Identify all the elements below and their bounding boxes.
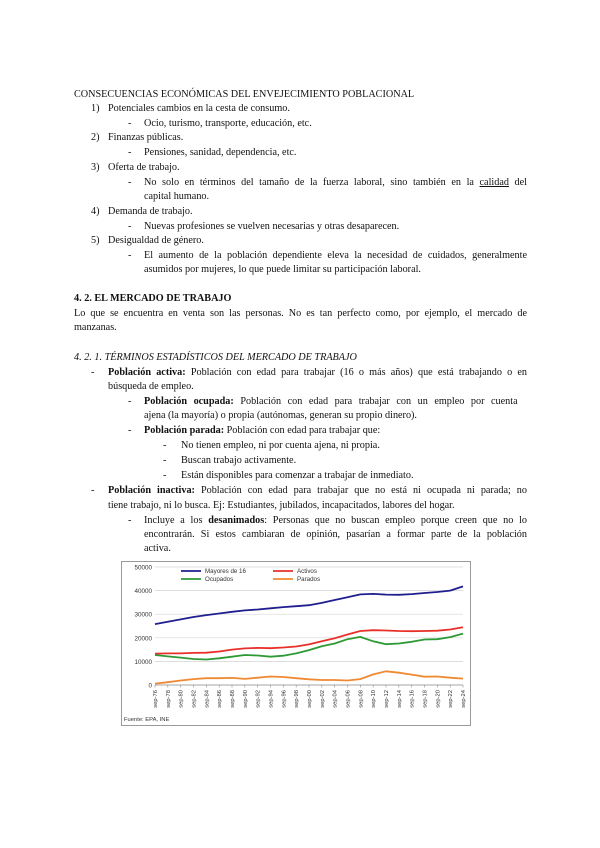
list-title-1: Potenciales cambios en la cesta de consumo.	[108, 103, 290, 114]
x-tick-label: sep-94	[268, 690, 275, 708]
list-dash: -	[128, 118, 132, 129]
activa-line	[108, 366, 527, 379]
ocupada-def-cont: ajena (la mayoría) o propia (autónomas, generan su propio dinero).	[144, 410, 417, 421]
desanim-pre: Incluye a los	[144, 515, 209, 526]
x-tick-label: sep-78	[165, 690, 172, 708]
y-tick-label: 10000	[134, 658, 152, 666]
activa-term: Población activa:	[108, 367, 186, 378]
legend-label: Ocupados	[205, 576, 234, 583]
x-tick-label: sep-24	[461, 690, 467, 708]
parada-item-1: No tienen empleo, ni por cuenta ajena, ni propia.	[181, 440, 380, 451]
desanimados-term: desanimados	[208, 515, 265, 526]
list-sub-1: Ocio, turismo, transporte, educación, etc.	[144, 118, 312, 129]
x-tick-label: sep-20	[435, 690, 442, 708]
section-paragraph-cont: manzanas.	[74, 322, 117, 333]
ocupada-def: Población con edad para trabajar con un empleo por cuenta	[233, 396, 518, 407]
section-paragraph: Lo que se encuentra en venta son las personas. No es tan perfecto como, por ejemplo, el mercado de	[74, 308, 527, 319]
x-tick-label: sep-98	[294, 690, 301, 708]
y-tick-label: 20000	[134, 635, 152, 643]
list-title-3: Oferta de trabajo.	[108, 162, 180, 173]
section-title: 4. 2. EL MERCADO DE TRABAJO	[74, 293, 232, 304]
list-sub-3-cont: capital humano.	[144, 191, 210, 202]
y-tick-label: 40000	[134, 588, 152, 596]
x-tick-label: sep-22	[448, 690, 455, 708]
inactiva-line	[108, 484, 527, 497]
bullet-dash: -	[163, 440, 167, 451]
parada-item-2: Buscan trabajo activamente.	[181, 455, 297, 466]
x-tick-label: sep-04	[332, 690, 339, 708]
list-title-2: Finanzas públicas.	[108, 132, 184, 143]
bullet-dash: -	[128, 396, 132, 407]
x-tick-label: sep-92	[255, 690, 262, 708]
labor-market-chart	[121, 561, 471, 726]
y-tick-label: 0	[148, 682, 152, 690]
legend-label: Mayores de 16	[205, 568, 246, 575]
list-sub-2: Pensiones, sanidad, dependencia, etc.	[144, 147, 297, 158]
desanim-def: : Personas que no buscan empleo porque creen que no lo	[264, 515, 527, 526]
activa-def-cont: búsqueda de empleo.	[108, 381, 194, 392]
bullet-dash: -	[163, 470, 167, 481]
x-tick-label: sep-02	[319, 690, 326, 708]
calidad-underlined: calidad	[479, 177, 509, 188]
x-tick-label: sep-86	[217, 690, 224, 708]
activa-def: Población con edad para trabajar (16 o más años) que está trabajando o en	[185, 367, 528, 378]
bullet-dash: -	[128, 515, 132, 526]
inactiva-def: Población con edad para trabajar que no está ni ocupada ni parada; no	[194, 485, 527, 496]
inactiva-term: Población inactiva:	[108, 485, 195, 496]
inactiva-def-cont: tiene trabajo, ni lo busca. Ej: Estudiantes, jubilados, incapacitados, labores del hogar.	[108, 500, 455, 511]
list-num-1: 1)	[91, 103, 100, 114]
x-tick-label: sep-90	[242, 690, 249, 708]
ocupada-term: Población ocupada:	[144, 396, 234, 407]
y-tick-label: 50000	[134, 564, 152, 572]
bullet-dash: -	[91, 485, 95, 496]
bullet-dash: -	[163, 455, 167, 466]
chart-source: Fuente: EPA, INE	[124, 717, 170, 723]
subsection-title: 4. 2. 1. TÉRMINOS ESTADÍSTICOS DEL MERCADO DE TRABAJO	[74, 352, 357, 363]
bullet-dash: -	[91, 367, 95, 378]
x-tick-label: sep-16	[409, 690, 416, 708]
parada-item-3: Están disponibles para comenzar a trabajar de inmediato.	[181, 470, 414, 481]
list-dash: -	[128, 250, 132, 261]
x-tick-label: sep-08	[358, 690, 365, 708]
legend-label: Parados	[297, 576, 321, 583]
x-tick-label: sep-00	[307, 690, 313, 708]
list-title-5: Desigualdad de género.	[108, 235, 204, 246]
desanim-def-cont: encontrarán. Si estos cambiaran de opinión, pasarían a formar parte de la población	[144, 529, 527, 540]
x-tick-label: sep-96	[281, 690, 288, 708]
list-sub-3a: No solo en términos del tamaño de la fuerza laboral, sino también en la	[144, 177, 480, 188]
x-tick-label: sep-06	[345, 690, 352, 708]
desanimados-line	[144, 514, 527, 527]
desanim-def-cont-2: activa.	[144, 543, 171, 554]
legend-label: Activos	[297, 568, 317, 575]
x-tick-label: sep-10	[371, 690, 378, 708]
x-tick-label: sep-76	[153, 690, 159, 708]
list-dash: -	[128, 147, 132, 158]
main-heading: CONSECUENCIAS ECONÓMICAS DEL ENVEJECIMIENTO POBLACIONAL	[74, 89, 415, 100]
x-tick-label: sep-82	[191, 690, 198, 708]
parada-def: Población con edad para trabajar que:	[224, 425, 381, 436]
x-tick-label: sep-18	[422, 690, 429, 708]
list-num-2: 2)	[91, 132, 100, 143]
x-tick-label: sep-12	[384, 690, 390, 708]
bullet-dash: -	[128, 425, 132, 436]
list-sub-3b: del	[508, 177, 527, 188]
list-num-3: 3)	[91, 162, 100, 173]
x-tick-label: sep-14	[396, 690, 403, 708]
list-num-5: 5)	[91, 235, 100, 246]
list-title-4: Demanda de trabajo.	[108, 206, 193, 217]
parada-term: Población parada:	[144, 425, 225, 436]
list-num-4: 4)	[91, 206, 100, 217]
ocupada-line	[144, 395, 518, 408]
x-tick-label: sep-88	[230, 690, 236, 708]
x-tick-label: sep-80	[178, 690, 185, 708]
list-sub-5-cont: asumidos por mujeres, lo que puede limitar su participación laboral.	[144, 264, 421, 275]
y-tick-label: 30000	[134, 611, 152, 619]
list-dash: -	[128, 177, 132, 188]
x-tick-label: sep-84	[204, 690, 211, 708]
list-dash: -	[128, 221, 132, 232]
list-sub-4: Nuevas profesiones se vuelven necesarias y otras desaparecen.	[144, 221, 400, 232]
list-sub-3	[144, 176, 527, 189]
list-sub-5: El aumento de la población dependiente eleva la necesidad de cuidados, generalmente	[144, 250, 527, 261]
parada-line	[144, 424, 380, 437]
